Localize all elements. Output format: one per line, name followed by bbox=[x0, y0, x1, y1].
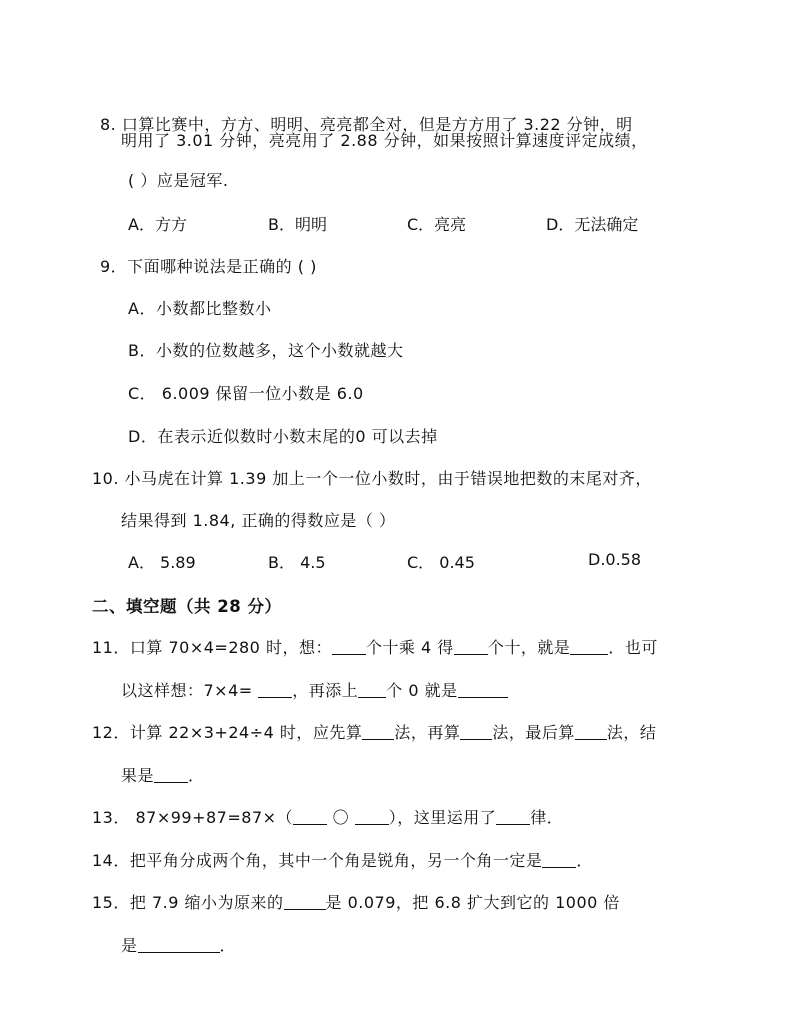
q12-blank-4[interactable] bbox=[154, 766, 188, 783]
q10-option-a[interactable]: A． 5.89 bbox=[128, 553, 196, 572]
q12-number: 12． bbox=[92, 723, 130, 742]
q13-blank-1[interactable] bbox=[293, 808, 327, 825]
q11-line-2 bbox=[121, 678, 508, 701]
q11-text-b: 个十乘 4 得 bbox=[365, 638, 454, 657]
q11-text-a: 口算 70×4=280 时，想： bbox=[129, 638, 332, 657]
q11-line-1 bbox=[92, 635, 658, 658]
q10-line-2: 结果得到 1.84, 正确的得数应是（ ） bbox=[121, 511, 396, 530]
q9-option-b[interactable]: B．小数的位数越多，这个小数就越大 bbox=[128, 341, 404, 360]
q15-text-a: 把 7.9 缩小为原来的 bbox=[129, 893, 284, 912]
q11-blank-3[interactable] bbox=[570, 638, 608, 655]
section-2-title: 二、填空题（共 28 分） bbox=[92, 597, 282, 616]
q10-option-d[interactable]: D.0.58 bbox=[588, 550, 642, 569]
q12-text-b: 法，再算 bbox=[394, 723, 461, 742]
q14-line bbox=[92, 848, 593, 871]
q15-text-d: ． bbox=[219, 936, 237, 955]
q11-text-f: ，再添上 bbox=[292, 681, 359, 700]
q8-line-1: 8. 口算比赛中，方方、明明、亮亮都全对，但是方方用了 3.22 分钟，明 bbox=[100, 115, 633, 134]
q10-options bbox=[128, 550, 688, 574]
q14-number: 14． bbox=[92, 851, 130, 870]
q15-blank-1[interactable] bbox=[284, 893, 326, 910]
q13-circle-operator: 〇 bbox=[332, 808, 350, 827]
q15-number: 15． bbox=[92, 893, 130, 912]
q11-blank-4[interactable] bbox=[258, 681, 292, 698]
q12-blank-2[interactable] bbox=[460, 723, 492, 740]
q10-option-c[interactable]: C． 0.45 bbox=[407, 553, 475, 572]
q13-blank-3[interactable] bbox=[496, 808, 530, 825]
q10-line-1: 10. 小马虎在计算 1.39 加上一个一位小数时，由于错误地把数的末尾对齐， bbox=[92, 469, 652, 488]
q12-blank-1[interactable] bbox=[362, 723, 394, 740]
q8-line-3: ( ）应是冠军. bbox=[128, 171, 229, 190]
q9-option-a[interactable]: A．小数都比整数小 bbox=[128, 299, 272, 318]
q10-option-b[interactable]: B． 4.5 bbox=[268, 553, 326, 572]
q8-option-c[interactable]: C．亮亮 bbox=[407, 215, 467, 234]
q11-blank-6[interactable] bbox=[458, 681, 508, 698]
q13-text-a: 87×99+87=87×（ bbox=[135, 808, 294, 827]
q15-text-c: 是 bbox=[121, 936, 138, 955]
q11-text-g: 个 0 就是 bbox=[386, 681, 458, 700]
q15-blank-2[interactable] bbox=[138, 936, 220, 953]
q9-option-d[interactable]: D．在表示近似数时小数末尾的0 可以去掉 bbox=[128, 427, 438, 446]
q15-line-2 bbox=[121, 933, 236, 956]
q14-text-a: 把平角分成两个角，其中一个角是锐角，另一个角一定是 bbox=[129, 851, 543, 870]
q9-option-c[interactable]: C． 6.009 保留一位小数是 6.0 bbox=[128, 384, 364, 403]
q8-options bbox=[128, 212, 688, 236]
q13-text-d: 律． bbox=[530, 808, 564, 827]
q8-option-b[interactable]: B．明明 bbox=[268, 215, 327, 234]
q11-blank-1[interactable] bbox=[332, 638, 366, 655]
q11-blank-2[interactable] bbox=[454, 638, 488, 655]
q12-line-1 bbox=[92, 720, 656, 743]
q8-option-d[interactable]: D．无法确定 bbox=[546, 215, 639, 234]
q13-line bbox=[92, 805, 563, 828]
q11-text-c: 个十，就是 bbox=[487, 638, 571, 657]
q12-line-2 bbox=[121, 763, 205, 786]
q11-text-e: 以这样想：7×4= bbox=[121, 681, 253, 700]
q13-number: 13． bbox=[92, 808, 130, 827]
q11-number: 11． bbox=[92, 638, 130, 657]
q15-text-b: 是 0.079，把 6.8 扩大到它的 1000 倍 bbox=[325, 893, 620, 912]
q9-stem: 9．下面哪种说法是正确的 ( ) bbox=[100, 257, 317, 276]
q13-text-c: ），这里运用了 bbox=[388, 808, 497, 827]
q12-text-f: ． bbox=[188, 766, 205, 785]
q12-text-c: 法，最后算 bbox=[492, 723, 575, 742]
q14-text-b: ． bbox=[576, 851, 593, 870]
q12-blank-3[interactable] bbox=[575, 723, 607, 740]
q8-option-a[interactable]: A．方方 bbox=[128, 215, 187, 234]
q11-blank-5[interactable] bbox=[358, 681, 386, 698]
q12-text-a: 计算 22×3+24÷4 时，应先算 bbox=[129, 723, 363, 742]
q11-text-d: ．也可 bbox=[608, 638, 658, 657]
q12-text-e: 果是 bbox=[121, 766, 155, 785]
q8-line-2: 明用了 3.01 分钟，亮亮用了 2.88 分钟，如果按照计算速度评定成绩， bbox=[121, 131, 648, 150]
q14-blank-1[interactable] bbox=[542, 851, 576, 868]
q13-blank-2[interactable] bbox=[355, 808, 389, 825]
q15-line-1 bbox=[92, 890, 620, 913]
q12-text-d: 法，结 bbox=[606, 723, 657, 742]
